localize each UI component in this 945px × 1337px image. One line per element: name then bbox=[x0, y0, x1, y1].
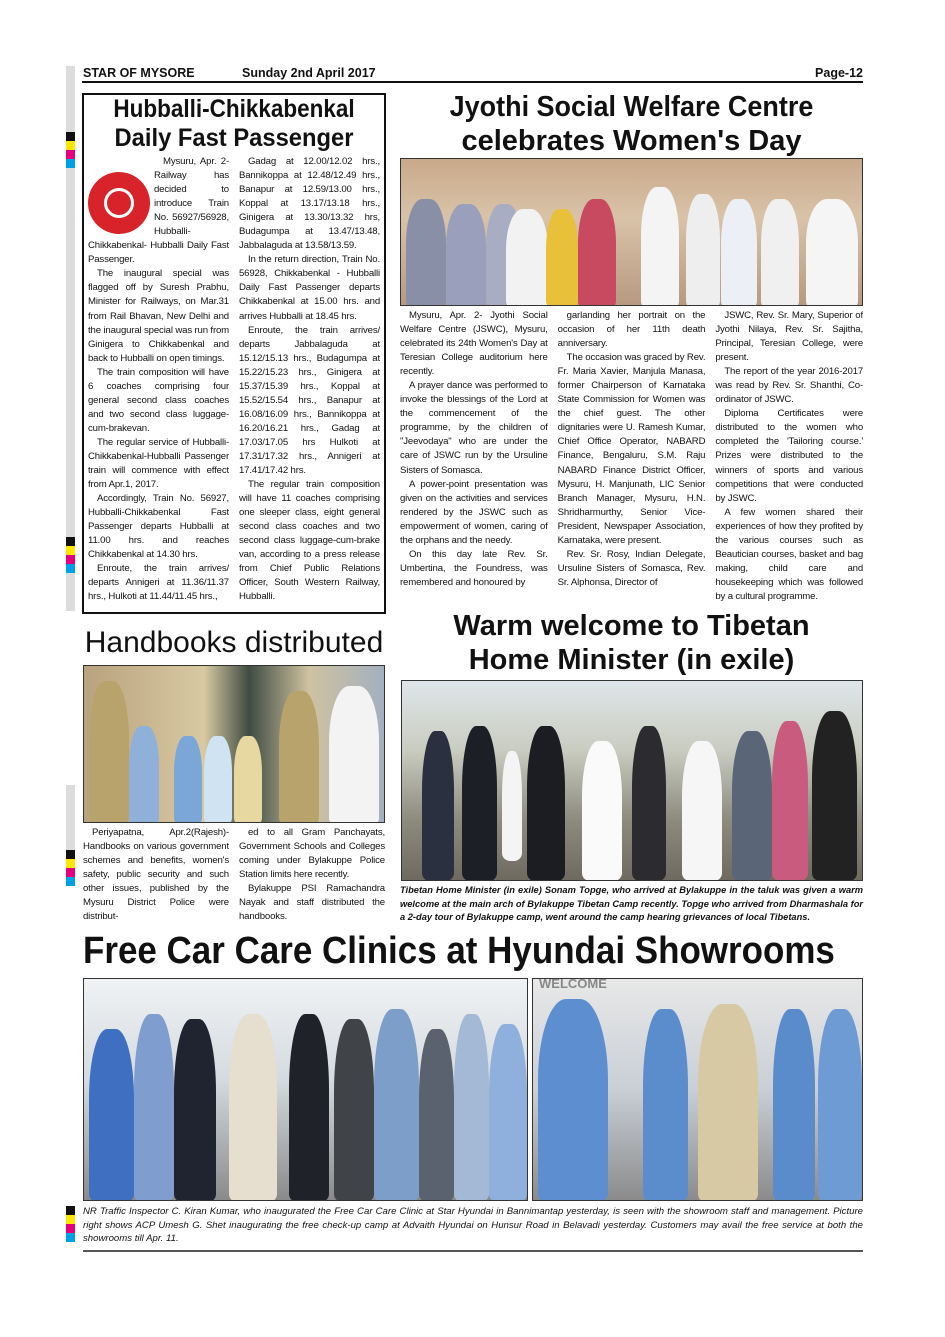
newspaper-name: STAR OF MYSORE bbox=[83, 66, 195, 80]
paragraph: Mysuru, Apr. 2- Jyothi Social Welfare Centre (JSWC), Mysuru, celebrated its 24th Women's Day at Teresian College auditorium here recently. bbox=[400, 310, 548, 378]
headline-line: Hubballi-Chikkabenkal bbox=[113, 95, 355, 123]
paragraph: Rev. Sr. Rosy, Indian Delegate, Ursuline Sisters of Somasca, Rev. Sr. Alphonsa, Director of bbox=[557, 548, 706, 588]
hyundai-headline: Free Car Care Clinics at Hyundai Showrooms bbox=[83, 930, 835, 972]
handbooks-headline: Handbooks distributed bbox=[84, 626, 384, 659]
paragraph: Diploma Certificates were distributed to the women who completed the 'Tailoring course.' Prizes were distributed to the winners of sports and various competitions that were conducted by JSWC. bbox=[715, 408, 864, 504]
registration-mark bbox=[66, 850, 75, 886]
railway-column-2 bbox=[239, 155, 380, 610]
paragraph: In the return direction, Train No. 56928, Chikkabenkal - Hubballi Daily Fast Passenger departs Chikkabenkal at 15.00 hrs. and arrives Hubballi at 18.45 hrs. bbox=[239, 254, 380, 322]
jyothi-headline bbox=[400, 90, 863, 158]
paragraph: garlanding her portrait on the occasion of her 11th death anniversary. bbox=[557, 310, 706, 350]
paragraph: Mysuru, Apr. 2- Railway has decided to introduce Train No. 56927/56928, Hubballi-Chikkabenkal- Hubballi Daily Fast Passenger. bbox=[88, 156, 229, 266]
header-rule bbox=[82, 81, 863, 83]
womens-day-photo bbox=[400, 158, 863, 306]
registration-mark bbox=[66, 132, 75, 168]
jyothi-column-2 bbox=[558, 309, 706, 607]
paragraph: The train composition will have 6 coaches comprising four general second class coaches and two second class luggage-cum-brakevan. bbox=[88, 366, 229, 434]
handbooks-column-2 bbox=[239, 826, 385, 928]
headline-line: Jyothi Social Welfare Centre bbox=[449, 91, 814, 123]
headline-line: Home Minister (in exile) bbox=[468, 644, 795, 676]
paragraph: Enroute, the train arrives/ departs Jabbalaguda at 15.12/15.13 hrs., Budagumpa at 15.22/15.23 hrs., Ginigera at 15.37/15.39 hrs., Koppal at 15.52/15.54 hrs., Banapur at 16.08/16.09 hrs., Bannikoppa at 16.20/16.21 hrs., Gadag at 17.03/17.05 hrs Hulkoti at 17.31/17.32 hrs., Annigeri at 17.41/17.42 hrs. bbox=[239, 324, 380, 477]
tibet-headline bbox=[400, 609, 863, 677]
paragraph: The occasion was graced by Rev. Fr. Maria Xavier, Manjula Manasa, former Chairperson of Karnataka State Commission for Women was the chief guest. The other dignitaries were U. Ramesh Kumar, Chief Office Operator, NABARD Finance, Bengaluru, S.M. Raju NABARD Finance District Officer, Mysuru, H. Manjunath, LIC Senior Branch Manager, Mysuru, H.N. Shridharmurthy, Senior Vice-President, Newspaper Association, Karnataka, were present. bbox=[557, 352, 706, 546]
paragraph: Enroute, the train arrives/ departs Annigeri at 11.36/11.37 hrs., Hulkoti at 11.44/11.45 hrs., bbox=[88, 563, 229, 603]
tibet-caption: Tibetan Home Minister (in exile) Sonam Topge, who arrived at Bylakuppe in the taluk was given a warm welcome at the main arch of Bylakuppe Tibetan Camp recently. Topge who arrived from Dharmashala for a 2-day tour of Bylakuppe camp, went around the camp hearing grievances of local Tibetans. bbox=[400, 885, 863, 923]
page-number: Page-12 bbox=[815, 66, 863, 80]
railway-column-1 bbox=[88, 155, 229, 610]
paragraph: Accordingly, Train No. 56927, Hubballi-Chikkabenkal Fast Passenger departs Hubballi at 11.00 hrs. and reaches Chikkabenkal at 14.30 hrs. bbox=[88, 493, 229, 561]
paragraph: Gadag at 12.00/12.02 hrs., Bannikoppa at 12.48/12.49 hrs., Banapur at 12.59/13.00 hrs., Koppal at 13.17/13.18 hrs., Ginigera at 13.30/13.32 hrs, Budagumpa at 13.47/13.48, Jabbalaguda at 13.58/13.59. bbox=[239, 156, 380, 252]
paragraph: A prayer dance was performed to invoke the blessings of the Lord at the commencement of the programme, by the children of "Jeevodaya" who are under the care of JSWC run by the Ursuline Sisters of Somasca. bbox=[400, 380, 548, 476]
advaith-hyundai-photo bbox=[532, 978, 863, 1201]
paragraph: The regular service of Hubballi-Chikkabenkal-Hubballi Passenger train will commence with effect from Apr.1, 2017. bbox=[88, 436, 229, 491]
issue-date: Sunday 2nd April 2017 bbox=[242, 66, 376, 80]
paragraph: On this day late Rev. Sr. Umbertina, the Foundress, was remembered and honoured by bbox=[400, 548, 548, 588]
paragraph: ed to all Gram Panchayats, Government Schools and Colleges coming under Bylakuppe Police Station limits here recently. bbox=[239, 827, 385, 881]
jyothi-column-3 bbox=[715, 309, 863, 607]
welcome-sign-text: WELCOME bbox=[539, 978, 607, 991]
paragraph: JSWC, Rev. Sr. Mary, Superior of Jyothi Nilaya, Rev. Sr. Sajitha, Principal, Teresian College, were present. bbox=[715, 310, 864, 364]
registration-mark bbox=[66, 537, 75, 573]
paragraph: The regular train composition will have 11 coaches comprising one sleeper class, eight general second class coaches and two second class luggage-cum-brake van, according to a press release from Chief Public Relations Officer, South Western Railway, Hubballi. bbox=[239, 479, 380, 603]
handbooks-column-1 bbox=[83, 826, 229, 928]
star-hyundai-photo bbox=[83, 978, 528, 1201]
paragraph: Bylakuppe PSI Ramachandra Nayak and staff distributed the handbooks. bbox=[239, 883, 385, 923]
headline-line: Daily Fast Passenger bbox=[114, 124, 354, 152]
paragraph: The inaugural special was flagged off by Suresh Prabhu, Minister for Railways, on Mar.31 from Rail Bhavan, New Delhi and the inaugural special was run from Ginigera to Chikkabenkal and back to Hubballi on open timings. bbox=[88, 268, 229, 364]
paragraph: The report of the year 2016-2017 was read by Rev. Sr. Shanthi, Co-ordinator of JSWC. bbox=[715, 366, 864, 406]
logo-spacer bbox=[88, 169, 150, 239]
tibet-welcome-photo bbox=[401, 680, 863, 881]
railway-headline bbox=[84, 95, 384, 153]
headline-line: celebrates Women's Day bbox=[461, 125, 802, 157]
paragraph: A few women shared their experiences of how they profited by the various courses such as Beautician courses, basket and bag making, child care and housekeeping which was followed by a cultural programme. bbox=[715, 506, 864, 602]
jyothi-column-1 bbox=[400, 309, 548, 607]
handbooks-photo bbox=[83, 665, 385, 823]
hyundai-caption: NR Traffic Inspector C. Kiran Kumar, who inaugurated the Free Car Care Clinic at Star Hyundai in Bannimantap yesterday, is seen with the showroom staff and management. Picture right shows ACP Umesh G. Shet inaugurating the free check-up camp at Advaith Hyundai on Hunsur Road in Belavadi yesterday. Customers may avail the free service at both the showrooms till Apr. 11. bbox=[83, 1206, 863, 1245]
registration-mark bbox=[66, 1206, 75, 1242]
paragraph: A power-point presentation was given on the activities and services rendered by the JSWC such as empowerment of women, caring of the orphans and the needy. bbox=[400, 478, 548, 546]
headline-line: Warm welcome to Tibetan bbox=[453, 610, 810, 642]
bottom-rule bbox=[83, 1250, 863, 1252]
paragraph: Periyapatna, Apr.2(Rajesh)- Handbooks on various government schemes and benefits, women's safety, public security and such other issues, published by the Mysuru District Police were distribut- bbox=[83, 827, 229, 923]
